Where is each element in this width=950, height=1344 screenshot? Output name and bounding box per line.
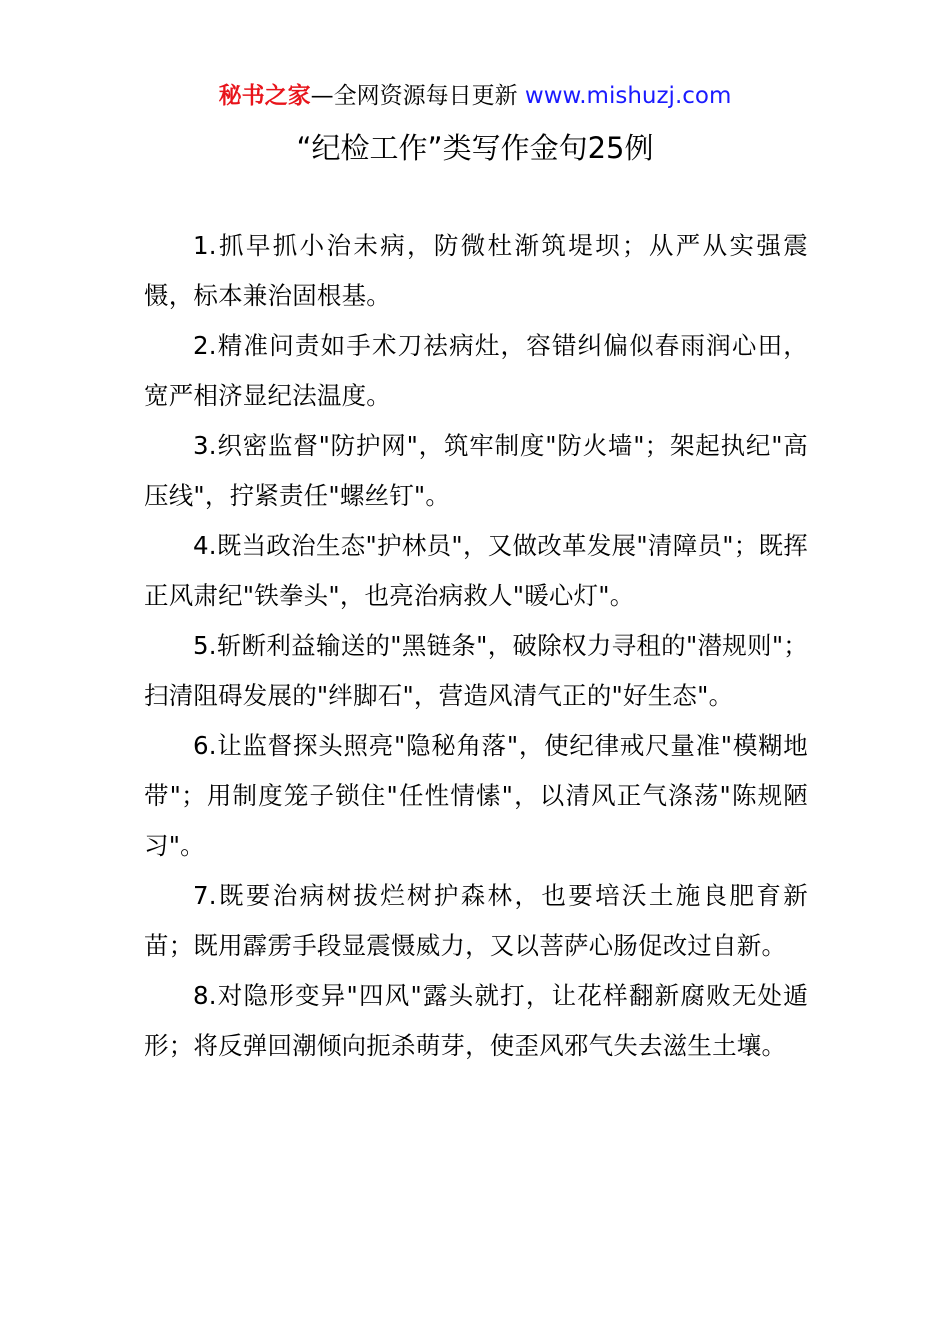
paragraph-1: 1.抓早抓小治未病，防微杜渐筑堤坝；从严从实强震慑，标本兼治固根基。	[144, 231, 808, 310]
paragraph-5: 5.斩断利益输送的"黑链条"，破除权力寻租的"潜规则"；扫清阻碍发展的"绊脚石"，营造风清气正的"好生态"。	[144, 631, 808, 710]
paragraph-2: 2.精准问责如手术刀祛病灶，容错纠偏似春雨润心田，宽严相济显纪法温度。	[144, 331, 808, 410]
site-header	[0, 80, 950, 112]
paragraph-4: 4.既当政治生态"护林员"，又做改革发展"清障员"；既挥正风肃纪"铁拳头"，也亮治病救人"暖心灯"。	[144, 531, 808, 610]
brand-name: 秘书之家	[218, 83, 311, 109]
paragraph-8: 8.对隐形变异"四风"露头就打，让花样翻新腐败无处遁形；将反弹回潮倾向扼杀萌芽，使歪风邪气失去滋生土壤。	[144, 981, 808, 1060]
paragraph-6: 6.让监督探头照亮"隐秘角落"，使纪律戒尺量准"模糊地带"；用制度笼子锁住"任性情愫"，以清风正气涤荡"陈规陋习"。	[144, 731, 808, 860]
paragraph-3: 3.织密监督"防护网"，筑牢制度"防火墙"；架起执纪"高压线"，拧紧责任"螺丝钉"。	[144, 431, 808, 510]
document-title: “纪检工作”类写作金句25例	[296, 131, 654, 165]
document-body	[144, 221, 808, 1071]
header-tagline: —全网资源每日更新	[310, 83, 518, 109]
site-url-link[interactable]: www.mishuzj.com	[524, 83, 732, 109]
paragraph-7: 7.既要治病树拔烂树护森林，也要培沃土施良肥育新苗；既用霹雳手段显震慑威力，又以菩萨心肠促改过自新。	[144, 881, 808, 960]
